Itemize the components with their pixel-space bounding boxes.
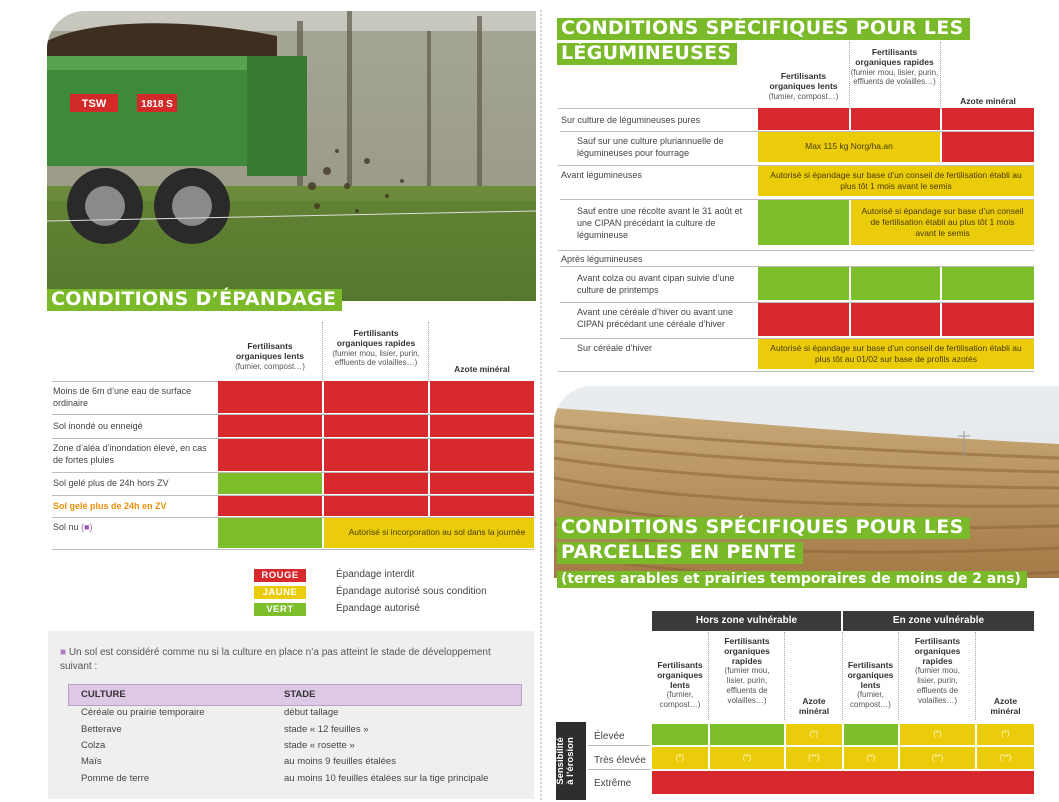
svg-text:TSW: TSW xyxy=(81,98,107,110)
cell-alea-lents xyxy=(218,439,322,471)
pente-tres-z-lents: (*) xyxy=(844,747,898,769)
row-label-eau: Moins de 6m d’une eau de surface ordinaire xyxy=(53,386,192,409)
legend-chip-vert: VERT xyxy=(254,603,306,616)
stade-culture: Maïs xyxy=(81,756,102,767)
leg-col-lents: Fertilisants organiques lents (fumier, compost…) xyxy=(768,71,839,101)
pente-elevee-z-lents xyxy=(844,724,898,745)
cell-solnu-lents xyxy=(218,518,322,548)
pente-z-lents: Fertilisants organiques lents (fumier, compost…) xyxy=(847,660,894,710)
sol-nu-note-intro: ■ Un sol est considéré comme nu si la culture en place n’a pas atteint le stade de développement suivant : xyxy=(60,647,491,672)
leg-row-sauf-cipan: Sauf entre une récolte avant le 31 août et une CIPAN précédant la culture de légumineuse xyxy=(577,206,743,241)
cell-eau-rapides xyxy=(324,381,428,413)
pente-tres-z-azote: (**) xyxy=(977,747,1034,769)
stade-col-culture: CULTURE xyxy=(81,689,126,700)
pente-tres-z-rapides: (**) xyxy=(900,747,975,769)
legend-vert-text: Épandage autorisé xyxy=(336,603,420,614)
pente-elevee-hz-rapides xyxy=(710,724,784,745)
col-head-rapides: Fertilisants organiques rapides (fumier mou, lisier, purin, effluents de volailles…) xyxy=(332,328,420,368)
leg-colza-azote xyxy=(942,267,1034,300)
stade-culture: Betterave xyxy=(81,724,122,735)
cell-gelzv-azote xyxy=(430,496,534,516)
cell-gelzv-lents xyxy=(218,496,322,516)
stade-value: stade « 12 feuilles » xyxy=(284,724,369,735)
column-divider xyxy=(540,10,542,800)
leg-cipan-rapides xyxy=(851,303,940,336)
pente-row-elevee: Élevée xyxy=(594,731,625,742)
leg-col-rapides: Fertilisants organiques rapides (fumier mou, lisier, purin, effluents de volailles…) xyxy=(850,47,939,87)
stade-value: stade « rosette » xyxy=(284,740,355,751)
manure-spreader-photo xyxy=(47,11,536,301)
leg-pures-rapides xyxy=(851,108,940,130)
leg-sauf-lents xyxy=(758,200,849,245)
pente-hz-rapides: Fertilisants organiques rapides (fumier mou, lisier, purin, effluents de volailles…) xyxy=(724,636,770,705)
legend-rouge-text: Épandage interdit xyxy=(336,569,415,580)
leg-fourrage-max: Max 115 kg Norg/ha.an xyxy=(758,132,940,162)
pente-elevee-z-rapides: (*) xyxy=(900,724,975,745)
pente-title-line1: CONDITIONS SPÉCIFIQUES POUR LES xyxy=(557,517,970,539)
leg-fourrage-azote xyxy=(942,132,1034,162)
col-head-lents: Fertilisants organiques lents (fumier, compost…) xyxy=(235,341,305,371)
leg-cipan-azote xyxy=(942,303,1034,336)
stade-value: au moins 9 feuilles étalées xyxy=(284,756,396,767)
leg-row-pures: Sur culture de légumineuses pures xyxy=(561,115,701,125)
leg-avant-cond: Autorisé si épandage sur base d’un conseil de fertilisation établi au plus tôt 1 mois avant le semis xyxy=(758,166,1034,196)
cell-gelhors-rapides xyxy=(324,473,428,494)
row-label-inonde: Sol inondé ou enneigé xyxy=(53,421,143,431)
cell-alea-rapides xyxy=(324,439,428,471)
leg-row-cereale-cipan: Avant une céréale d’hiver ou avant une CIPAN précédant une céréale d’hiver xyxy=(577,307,733,330)
pente-z-azote: Azote minéral xyxy=(990,696,1021,716)
legend-chip-jaune: JAUNE xyxy=(254,586,306,599)
cell-inonde-rapides xyxy=(324,415,428,437)
stade-culture: Céréale ou prairie temporaire xyxy=(81,707,205,718)
row-label-alea: Zone d’aléa d’inondation élevé, en cas de fortes pluies xyxy=(53,443,207,466)
cell-eau-lents xyxy=(218,381,322,413)
hors-zone-header: Hors zone vulnérable xyxy=(652,611,841,631)
cell-gelzv-rapides xyxy=(324,496,428,516)
leg-pures-lents xyxy=(758,108,849,130)
cell-gelhors-lents xyxy=(218,473,322,494)
pente-tres-hz-rapides: (*) xyxy=(710,747,784,769)
row-label-sol-nu: Sol nu (■) xyxy=(53,522,93,532)
cell-inonde-azote xyxy=(430,415,534,437)
cell-eau-azote xyxy=(430,381,534,413)
leg-row-avant: Avant légumineuses xyxy=(561,170,642,180)
leg-pures-azote xyxy=(942,108,1034,130)
leg-row-cereale-hiver: Sur céréale d’hiver xyxy=(577,343,653,353)
leg-col-azote: Azote minéral xyxy=(960,96,1016,106)
en-zone-header: En zone vulnérable xyxy=(843,611,1034,631)
svg-text:1818 S: 1818 S xyxy=(141,99,173,110)
row-label-gel-hors-zv: Sol gelé plus de 24h hors ZV xyxy=(53,478,169,488)
stade-value: au moins 10 feuilles étalées sur la tige principale xyxy=(284,773,489,784)
pente-hz-azote: Azote minéral xyxy=(798,696,830,716)
pente-z-rapides: Fertilisants organiques rapides (fumier mou, lisier, purin, effluents de volailles…) xyxy=(914,636,961,705)
leg-sauf-cond: Autorisé si épandage sur base d’un conseil de fertilisation établi au plus tôt 1 mois avant le semis xyxy=(851,200,1034,245)
epandage-title: CONDITIONS D’ÉPANDAGE xyxy=(47,289,342,311)
stade-culture: Colza xyxy=(81,740,106,751)
row-label-gel-zv: Sol gelé plus de 24h en ZV xyxy=(53,501,167,511)
pente-subtitle: (terres arables et prairies temporaires de moins de 2 ans) xyxy=(557,571,1027,588)
pente-elevee-hz-azote: (*) xyxy=(786,724,842,745)
manure-spreader-illustration xyxy=(47,11,536,301)
leg-row-apres: Après légumineuses xyxy=(561,254,643,264)
leg-colza-rapides xyxy=(851,267,940,300)
leg-colza-lents xyxy=(758,267,849,300)
legumineuses-title-line2: LÉGUMINEUSES xyxy=(557,43,737,65)
pente-row-tres-elevee: Très élevée xyxy=(594,755,646,766)
pente-title-line2: PARCELLES EN PENTE xyxy=(557,542,803,564)
stade-col-stade: STADE xyxy=(284,689,316,700)
legend-jaune-text: Épandage autorisé sous condition xyxy=(336,586,487,597)
cell-gelhors-azote xyxy=(430,473,534,494)
col-head-azote: Azote minéral xyxy=(454,364,510,374)
leg-cereale-cond: Autorisé si épandage sur base d’un conseil de fertilisation établi au plus tôt au 01/02 sur base de profils azotés xyxy=(758,339,1034,369)
legumineuses-title-line1: CONDITIONS SPÉCIFIQUES POUR LES xyxy=(557,18,970,40)
pente-elevee-hz-lents xyxy=(652,724,708,745)
cell-alea-azote xyxy=(430,439,534,471)
leg-row-colza: Avant colza ou avant cipan suivie d’une culture de printemps xyxy=(577,273,735,296)
pente-row-extreme: Extrême xyxy=(594,778,632,789)
pente-extreme-row xyxy=(652,771,1034,794)
pente-elevee-z-azote: (*) xyxy=(977,724,1034,745)
pente-tres-hz-azote: (**) xyxy=(786,747,842,769)
legend-chip-rouge: ROUGE xyxy=(254,569,306,582)
cell-inonde-lents xyxy=(218,415,322,437)
sensibilite-label: Sensibilité à l’érosion xyxy=(555,737,577,785)
stade-culture: Pomme de terre xyxy=(81,773,150,784)
pente-tres-hz-lents: (*) xyxy=(652,747,708,769)
leg-row-fourrage: Sauf sur une culture pluriannuelle de légumineuses pour fourrage xyxy=(577,136,724,159)
stade-value: début tallage xyxy=(284,707,339,718)
leg-cipan-lents xyxy=(758,303,849,336)
pente-hz-lents: Fertilisants organiques lents (fumier, compost…) xyxy=(657,660,703,710)
cell-solnu-rapides-azote: Autorisé si incorporation au sol dans la journée xyxy=(324,518,534,548)
